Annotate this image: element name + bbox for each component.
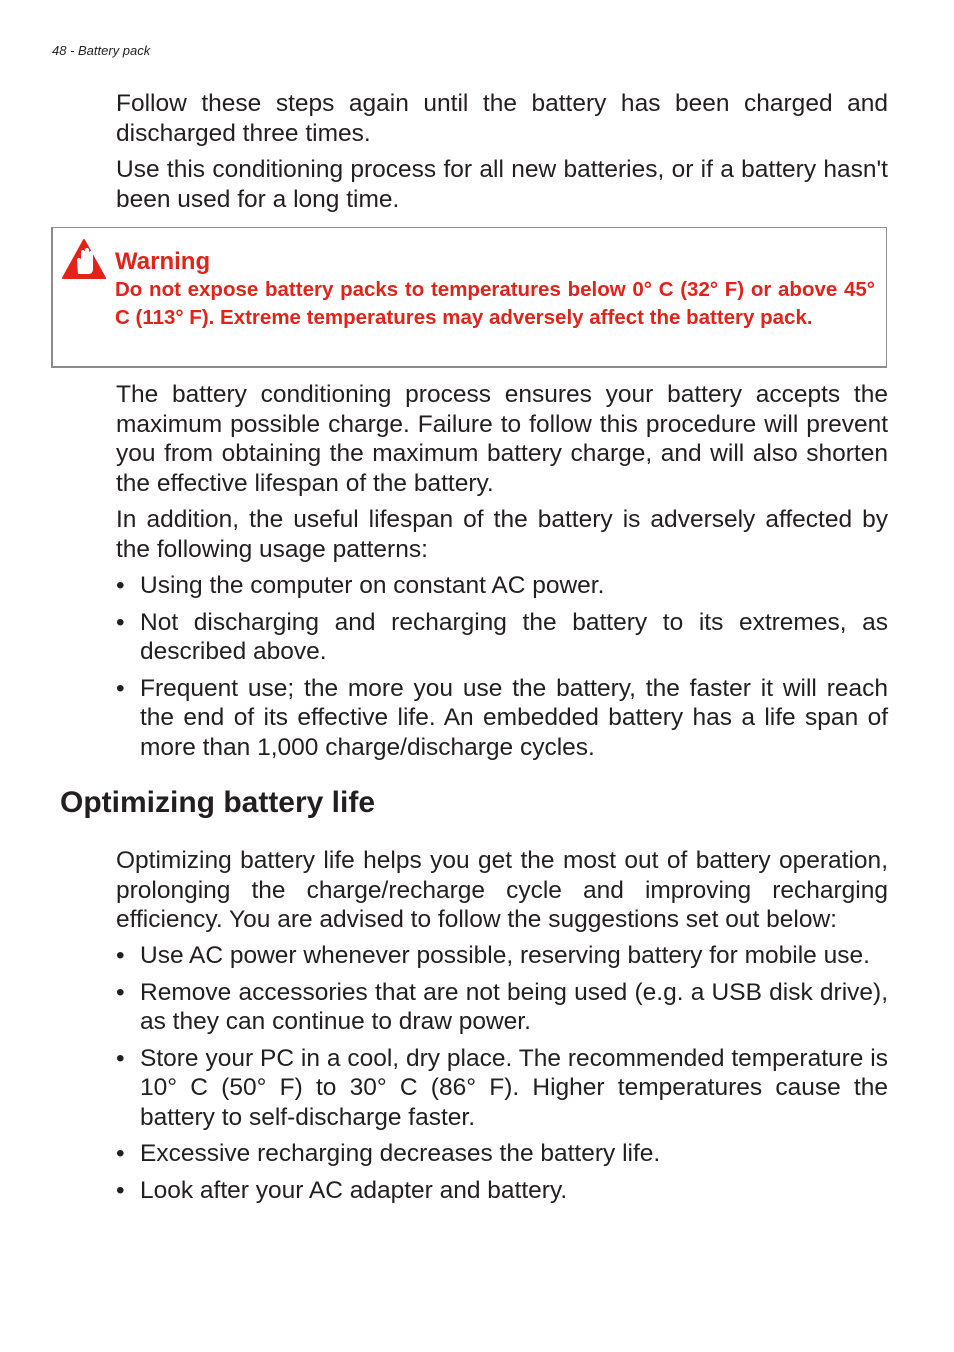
optimizing-paragraph: Optimizing battery life helps you get the most out of battery operation, prolonging the charge/recharge cycle and improving recharging efficiency. You are advised to follow the suggestions set out below: [116, 847, 888, 933]
bullet-glyph: • [116, 572, 125, 599]
bullet-glyph: • [116, 1044, 125, 1072]
list-item [116, 1044, 888, 1133]
list-item [116, 571, 888, 601]
conditioning-paragraph-2: In addition, the useful lifespan of the battery is adversely affected by the following usage patterns: [116, 506, 888, 563]
conditioning-paragraph-1: The battery conditioning process ensures your battery accepts the maximum possible charge. Failure to follow this procedure will prevent you from obtaining the maximum battery charge, and will also shorten the effective lifespan of the battery. [116, 381, 888, 497]
list-item-text: Excessive recharging decreases the battery life. [140, 1140, 661, 1167]
optimizing-suggestions-list [116, 941, 888, 1205]
list-item [116, 1176, 888, 1206]
usage-patterns-list [116, 571, 888, 762]
list-item-text: Not discharging and recharging the battery to its extremes, as described above. [140, 608, 888, 665]
bullet-glyph: • [116, 978, 125, 1006]
warning-title: Warning [115, 248, 211, 275]
warning-text: Do not expose battery packs to temperatures below 0° C (32° F) or above 45° C (113° F). Extreme temperatures may adversely affect the battery pack. [115, 278, 875, 329]
bullet-glyph: • [116, 674, 125, 702]
list-item [116, 941, 888, 971]
list-item [116, 608, 888, 667]
list-item-text: Remove accessories that are not being used (e.g. a USB disk drive), as they can continue to draw power. [140, 978, 888, 1035]
list-item [116, 978, 888, 1037]
list-item-text: Use AC power whenever possible, reserving battery for mobile use. [140, 942, 870, 969]
section-heading: Optimizing battery life [60, 786, 376, 819]
bullet-glyph: • [116, 1140, 125, 1167]
list-item-text: Frequent use; the more you use the battery, the faster it will reach the end of its effective life. An embedded battery has a life span of more than 1,000 charge/discharge cycles. [140, 674, 888, 761]
warning-box [51, 227, 887, 368]
bullet-glyph: • [116, 942, 125, 969]
bullet-glyph: • [116, 608, 125, 636]
warning-hand-icon [61, 238, 107, 280]
running-header: 48 - Battery pack [52, 43, 151, 58]
bullet-glyph: • [116, 1176, 125, 1204]
list-item [116, 1139, 888, 1169]
list-item-text: Store your PC in a cool, dry place. The recommended temperature is 10° C (50° F) to 30° C (86° F). Higher temperatures cause the battery to self-discharge faster. [140, 1044, 888, 1131]
list-item-text: Look after your AC adapter and battery. [140, 1176, 568, 1204]
list-item-text: Using the computer on constant AC power. [140, 572, 605, 599]
intro-paragraph-2: Use this conditioning process for all new batteries, or if a battery hasn't been used for a long time. [116, 156, 888, 213]
intro-paragraph-1: Follow these steps again until the battery has been charged and discharged three times. [116, 90, 888, 147]
list-item [116, 674, 888, 763]
